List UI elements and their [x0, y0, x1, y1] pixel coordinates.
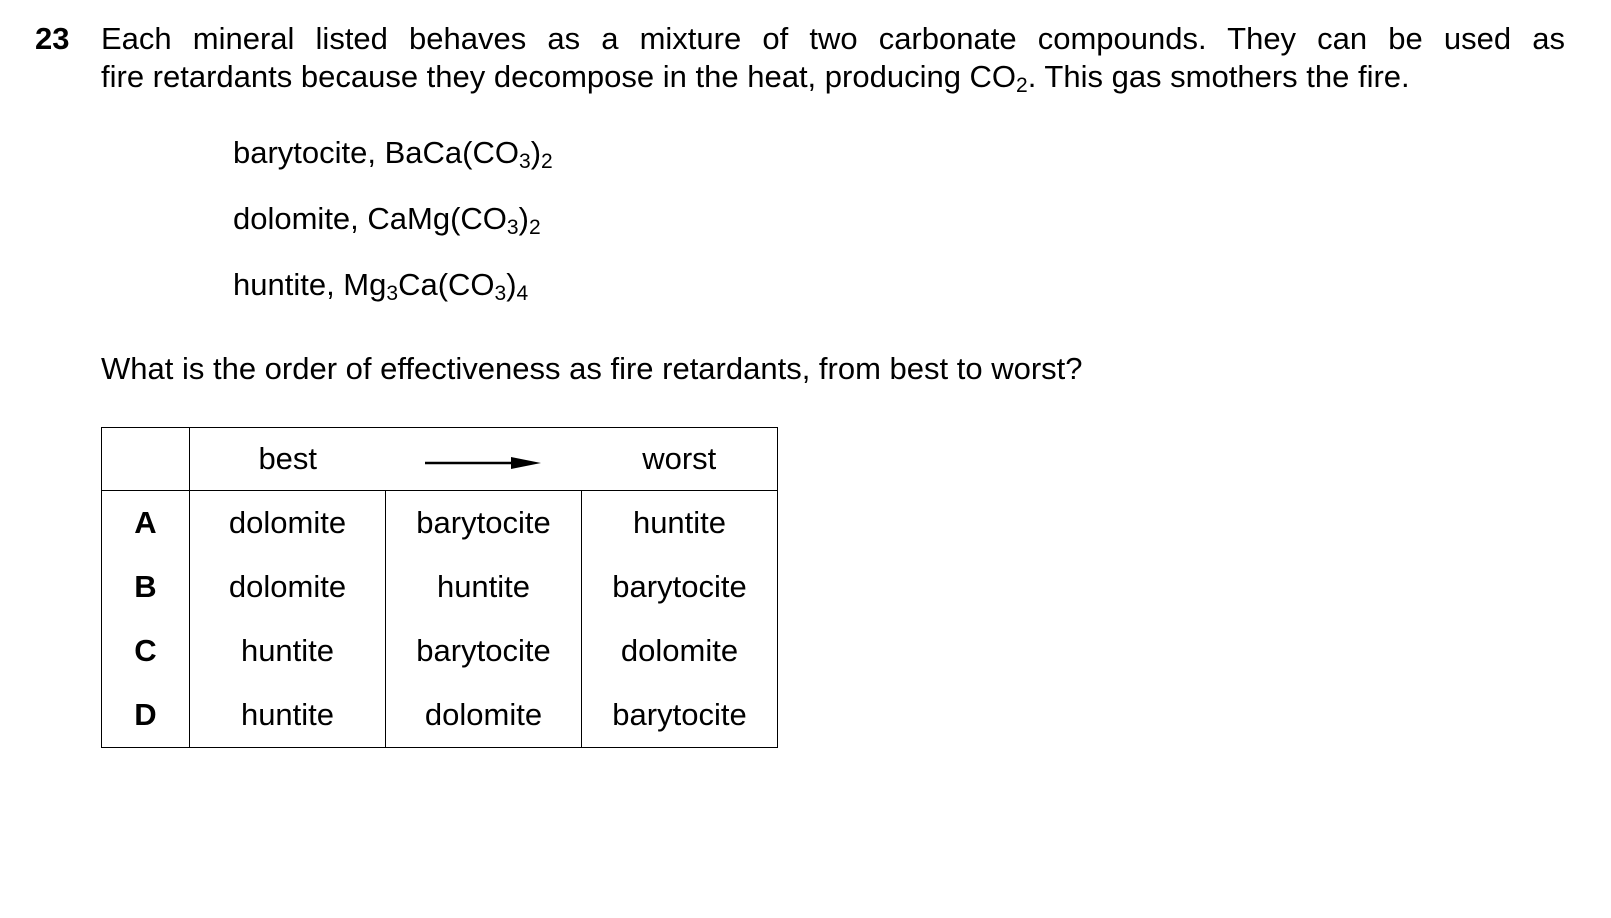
- mineral-text: ): [530, 135, 542, 170]
- option-letter[interactable]: D: [102, 683, 190, 748]
- header-best: best: [190, 428, 386, 491]
- header-arrow-cell: [386, 428, 582, 491]
- subscript: 3: [506, 216, 519, 239]
- table-cell: huntite: [190, 683, 386, 748]
- subscript: 2: [541, 150, 553, 173]
- question-prompt: What is the order of effectiveness as fire retardants, from best to worst?: [101, 351, 1083, 386]
- option-letter[interactable]: B: [102, 555, 190, 619]
- mineral-text: Ca(CO: [398, 267, 495, 302]
- stem-text: . This gas smothers the fire.: [1027, 59, 1410, 94]
- subscript: 3: [494, 282, 507, 305]
- stem-text: fire retardants because they decompose in the heat, producing CO: [101, 59, 1017, 94]
- table-cell: huntite: [386, 555, 582, 619]
- table-cell: huntite: [190, 619, 386, 683]
- mineral-huntite: [233, 266, 553, 332]
- stem-line-1: Each mineral listed behaves as a mixture of two carbonate compounds. They can be used as: [101, 21, 1565, 56]
- subscript: 2: [1016, 74, 1028, 97]
- mineral-text: huntite, Mg: [233, 267, 387, 302]
- question-stem: [101, 20, 1565, 96]
- table-cell: dolomite: [582, 619, 778, 683]
- table-cell: barytocite: [582, 555, 778, 619]
- table-cell: dolomite: [386, 683, 582, 748]
- answer-options-table: [101, 427, 778, 748]
- option-letter[interactable]: A: [102, 491, 190, 556]
- header-worst: worst: [582, 428, 778, 491]
- mineral-text: dolomite, CaMg(CO: [233, 201, 507, 236]
- option-row-c[interactable]: [102, 619, 778, 683]
- subscript: 4: [516, 282, 529, 305]
- mineral-text: ): [518, 201, 529, 236]
- mineral-barytocite: [233, 134, 553, 200]
- table-header-row: [102, 428, 778, 491]
- table-cell: huntite: [582, 491, 778, 556]
- option-row-d[interactable]: [102, 683, 778, 748]
- mineral-text: ): [506, 267, 517, 302]
- option-letter[interactable]: C: [102, 619, 190, 683]
- right-arrow-icon: [425, 442, 543, 478]
- mineral-text: barytocite, BaCa(CO: [233, 135, 519, 170]
- mineral-list: [233, 134, 553, 332]
- table-cell: barytocite: [582, 683, 778, 748]
- subscript: 2: [528, 216, 541, 239]
- stem-line-2: [101, 58, 1565, 96]
- table-cell: barytocite: [386, 619, 582, 683]
- table-cell: dolomite: [190, 555, 386, 619]
- table-cell: barytocite: [386, 491, 582, 556]
- question-number: 23: [35, 21, 70, 56]
- header-empty-cell: [102, 428, 190, 491]
- subscript: 3: [386, 282, 399, 305]
- subscript: 3: [519, 150, 531, 173]
- mineral-dolomite: [233, 200, 553, 266]
- option-row-a[interactable]: [102, 491, 778, 556]
- table-cell: dolomite: [190, 491, 386, 556]
- option-row-b[interactable]: [102, 555, 778, 619]
